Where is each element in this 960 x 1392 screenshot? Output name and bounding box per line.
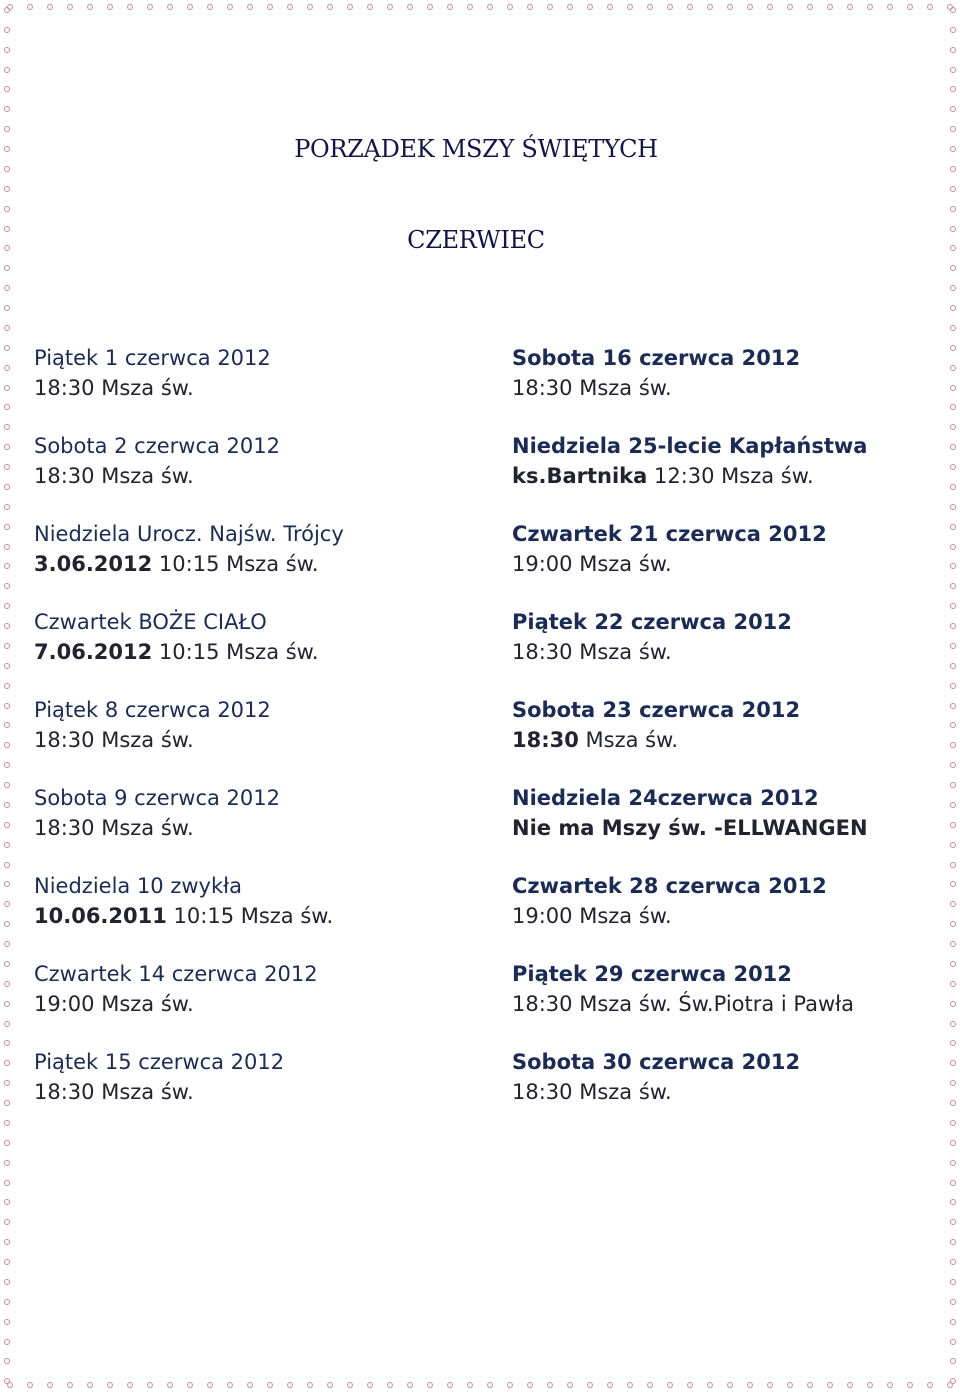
border-ornament-icon <box>687 1382 693 1388</box>
entry-day: Niedziela Urocz. Najśw. Trójcy <box>34 522 344 546</box>
border-ornament-icon <box>4 703 10 709</box>
entry-day: Piątek 1 czerwca 2012 <box>34 346 271 370</box>
entry-day: Piątek 22 czerwca 2012 <box>512 610 792 634</box>
mass-entry <box>512 871 868 959</box>
border-ornament-icon <box>950 881 956 887</box>
border-ornament-icon <box>950 961 956 967</box>
border-ornament-icon <box>4 126 10 132</box>
border-ornament-icon <box>4 663 10 669</box>
border-ornament-icon <box>4 7 10 13</box>
border-ornament-icon <box>167 4 173 10</box>
border-ornament-icon <box>67 1382 73 1388</box>
border-ornament-icon <box>347 4 353 10</box>
schedule-left-column <box>34 343 344 1135</box>
border-ornament-icon <box>4 544 10 550</box>
mass-entry <box>34 1047 344 1135</box>
border-ornament-icon <box>427 1382 433 1388</box>
page-title: PORZĄDEK MSZY ŚWIĘTYCH <box>294 135 658 163</box>
border-ornament-icon <box>807 4 813 10</box>
border-ornament-icon <box>247 1382 253 1388</box>
border-ornament-icon <box>950 782 956 788</box>
border-ornament-icon <box>627 4 633 10</box>
border-ornament-icon <box>950 186 956 192</box>
border-ornament-icon <box>527 1382 533 1388</box>
border-ornament-icon <box>547 1382 553 1388</box>
border-ornament-icon <box>487 4 493 10</box>
border-ornament-icon <box>950 1060 956 1066</box>
border-ornament-icon <box>4 484 10 490</box>
border-ornament-icon <box>4 1080 10 1086</box>
border-ornament-icon <box>950 583 956 589</box>
border-ornament-icon <box>227 4 233 10</box>
border-ornament-icon <box>950 563 956 569</box>
border-ornament-icon <box>287 4 293 10</box>
border-ornament-icon <box>4 862 10 868</box>
border-ornament-icon <box>4 563 10 569</box>
border-ornament-icon <box>767 4 773 10</box>
border-ornament-icon <box>4 742 10 748</box>
border-ornament-icon <box>4 1358 10 1364</box>
border-ornament-icon <box>887 4 893 10</box>
border-ornament-icon <box>4 186 10 192</box>
border-ornament-icon <box>4 583 10 589</box>
border-ornament-icon <box>867 4 873 10</box>
entry-day: Czwartek 14 czerwca 2012 <box>34 962 318 986</box>
border-ornament-icon <box>587 4 593 10</box>
border-ornament-icon <box>4 722 10 728</box>
border-ornament-icon <box>4 67 10 73</box>
page-border-left <box>0 0 14 1392</box>
border-ornament-icon <box>950 683 956 689</box>
entry-time: 18:30 Msza św. <box>34 376 194 400</box>
border-ornament-icon <box>950 1160 956 1166</box>
border-ornament-icon <box>950 67 956 73</box>
border-ornament-icon <box>667 4 673 10</box>
entry-day: Piątek 29 czerwca 2012 <box>512 962 792 986</box>
entry-day: Sobota 9 czerwca 2012 <box>34 786 281 810</box>
mass-entry <box>34 343 344 431</box>
entry-time: 18:30 Msza św. <box>34 464 194 488</box>
border-ornament-icon <box>627 1382 633 1388</box>
border-ornament-icon <box>587 1382 593 1388</box>
border-ornament-icon <box>950 703 956 709</box>
border-ornament-icon <box>467 1382 473 1388</box>
entry-time: 18:30 Msza św. <box>512 728 679 752</box>
border-ornament-icon <box>950 126 956 132</box>
border-ornament-icon <box>4 166 10 172</box>
mass-entry <box>512 783 868 871</box>
border-ornament-icon <box>107 1382 113 1388</box>
mass-entry <box>512 431 868 519</box>
month-heading: CZERWIEC <box>407 226 545 254</box>
border-ornament-icon <box>807 1382 813 1388</box>
border-ornament-icon <box>4 1279 10 1285</box>
border-ornament-icon <box>4 305 10 311</box>
border-ornament-icon <box>950 365 956 371</box>
border-ornament-icon <box>950 305 956 311</box>
page-border-right <box>946 0 960 1392</box>
border-ornament-icon <box>367 4 373 10</box>
border-ornament-icon <box>207 1382 213 1388</box>
entry-day: Sobota 16 czerwca 2012 <box>512 346 801 370</box>
border-ornament-icon <box>4 683 10 689</box>
mass-entry <box>512 343 868 431</box>
border-ornament-icon <box>950 345 956 351</box>
border-ornament-icon <box>950 1180 956 1186</box>
border-ornament-icon <box>507 1382 513 1388</box>
border-ornament-icon <box>407 1382 413 1388</box>
entry-time: 18:30 Msza św. <box>34 1080 194 1104</box>
border-ornament-icon <box>4 86 10 92</box>
mass-entry <box>34 695 344 783</box>
border-ornament-icon <box>4 265 10 271</box>
border-ornament-icon <box>4 822 10 828</box>
border-ornament-icon <box>950 1339 956 1345</box>
mass-entry <box>34 519 344 607</box>
border-ornament-icon <box>4 106 10 112</box>
border-ornament-icon <box>347 1382 353 1388</box>
entry-time: 18:30 Msza św. Św.Piotra i Pawła <box>512 992 855 1016</box>
border-ornament-icon <box>187 4 193 10</box>
border-ornament-icon <box>307 4 313 10</box>
border-ornament-icon <box>950 444 956 450</box>
border-ornament-icon <box>4 1021 10 1027</box>
border-ornament-icon <box>4 365 10 371</box>
mass-entry <box>512 1047 868 1135</box>
border-ornament-icon <box>4 27 10 33</box>
border-ornament-icon <box>427 4 433 10</box>
mass-entry <box>512 607 868 695</box>
border-ornament-icon <box>950 1279 956 1285</box>
entry-time: 19:00 Msza św. <box>512 904 672 928</box>
entry-day: Sobota 30 czerwca 2012 <box>512 1050 801 1074</box>
border-ornament-icon <box>127 4 133 10</box>
border-ornament-icon <box>950 424 956 430</box>
border-ornament-icon <box>127 1382 133 1388</box>
border-ornament-icon <box>547 4 553 10</box>
border-ornament-icon <box>4 901 10 907</box>
entry-time: Nie ma Mszy św. -ELLWANGEN <box>512 816 868 840</box>
mass-entry <box>34 783 344 871</box>
border-ornament-icon <box>4 464 10 470</box>
border-ornament-icon <box>707 4 713 10</box>
border-ornament-icon <box>387 4 393 10</box>
border-ornament-icon <box>4 623 10 629</box>
border-ornament-icon <box>950 1120 956 1126</box>
entry-day: Niedziela 25-lecie Kapłaństwa <box>512 434 868 458</box>
entry-time: 10.06.2011 10:15 Msza św. <box>34 904 334 928</box>
entry-time: 18:30 Msza św. <box>512 640 672 664</box>
border-ornament-icon <box>307 1382 313 1388</box>
border-ornament-icon <box>950 1021 956 1027</box>
border-ornament-icon <box>4 1060 10 1066</box>
border-ornament-icon <box>647 4 653 10</box>
mass-entry <box>512 959 868 1047</box>
border-ornament-icon <box>787 4 793 10</box>
border-ornament-icon <box>4 1299 10 1305</box>
border-ornament-icon <box>907 4 913 10</box>
border-ornament-icon <box>4 206 10 212</box>
border-ornament-icon <box>4 524 10 530</box>
border-ornament-icon <box>227 1382 233 1388</box>
border-ornament-icon <box>4 1180 10 1186</box>
page-border-top <box>0 0 960 14</box>
border-ornament-icon <box>927 1382 933 1388</box>
border-ornament-icon <box>4 345 10 351</box>
border-ornament-icon <box>567 1382 573 1388</box>
entry-time: 19:00 Msza św. <box>512 552 672 576</box>
border-ornament-icon <box>267 1382 273 1388</box>
border-ornament-icon <box>950 1100 956 1106</box>
border-ornament-icon <box>950 404 956 410</box>
border-ornament-icon <box>4 1378 10 1384</box>
border-ornament-icon <box>950 1080 956 1086</box>
border-ornament-icon <box>607 1382 613 1388</box>
entry-time: 18:30 Msza św. <box>512 1080 672 1104</box>
border-ornament-icon <box>4 921 10 927</box>
border-ornament-icon <box>950 1140 956 1146</box>
border-ornament-icon <box>950 762 956 768</box>
border-ornament-icon <box>950 106 956 112</box>
border-ornament-icon <box>950 981 956 987</box>
border-ornament-icon <box>87 4 93 10</box>
border-ornament-icon <box>787 1382 793 1388</box>
border-ornament-icon <box>950 1299 956 1305</box>
border-ornament-icon <box>687 4 693 10</box>
page-border-bottom <box>0 1378 960 1392</box>
border-ornament-icon <box>667 1382 673 1388</box>
border-ornament-icon <box>4 1160 10 1166</box>
mass-entry <box>512 695 868 783</box>
mass-entry <box>34 607 344 695</box>
border-ornament-icon <box>950 1219 956 1225</box>
border-ornament-icon <box>950 822 956 828</box>
border-ornament-icon <box>107 4 113 10</box>
border-ornament-icon <box>867 1382 873 1388</box>
border-ornament-icon <box>950 921 956 927</box>
border-ornament-icon <box>4 1339 10 1345</box>
border-ornament-icon <box>4 941 10 947</box>
border-ornament-icon <box>907 1382 913 1388</box>
border-ornament-icon <box>747 4 753 10</box>
mass-entry <box>34 871 344 959</box>
border-ornament-icon <box>4 981 10 987</box>
border-ornament-icon <box>950 1001 956 1007</box>
border-ornament-icon <box>647 1382 653 1388</box>
entry-day: Niedziela 10 zwykła <box>34 874 242 898</box>
border-ornament-icon <box>950 265 956 271</box>
entry-day: Niedziela 24czerwca 2012 <box>512 786 819 810</box>
border-ornament-icon <box>747 1382 753 1388</box>
border-ornament-icon <box>950 1358 956 1364</box>
border-ornament-icon <box>267 4 273 10</box>
border-ornament-icon <box>827 4 833 10</box>
border-ornament-icon <box>47 1382 53 1388</box>
border-ornament-icon <box>4 444 10 450</box>
border-ornament-icon <box>4 603 10 609</box>
border-ornament-icon <box>4 504 10 510</box>
border-ornament-icon <box>767 1382 773 1388</box>
border-ornament-icon <box>950 166 956 172</box>
entry-time: 7.06.2012 10:15 Msza św. <box>34 640 319 664</box>
border-ornament-icon <box>207 4 213 10</box>
border-ornament-icon <box>4 802 10 808</box>
entry-time: 18:30 Msza św. <box>34 728 194 752</box>
border-ornament-icon <box>827 1382 833 1388</box>
border-ornament-icon <box>950 7 956 13</box>
border-ornament-icon <box>950 1378 956 1384</box>
border-ornament-icon <box>950 47 956 53</box>
border-ornament-icon <box>387 1382 393 1388</box>
border-ornament-icon <box>727 4 733 10</box>
border-ornament-icon <box>4 1219 10 1225</box>
border-ornament-icon <box>4 1319 10 1325</box>
border-ornament-icon <box>950 325 956 331</box>
border-ornament-icon <box>927 4 933 10</box>
border-ornament-icon <box>507 4 513 10</box>
border-ornament-icon <box>950 285 956 291</box>
border-ornament-icon <box>187 1382 193 1388</box>
border-ornament-icon <box>4 424 10 430</box>
border-ornament-icon <box>4 881 10 887</box>
border-ornament-icon <box>367 1382 373 1388</box>
border-ornament-icon <box>147 4 153 10</box>
border-ornament-icon <box>47 4 53 10</box>
border-ornament-icon <box>147 1382 153 1388</box>
border-ornament-icon <box>950 1259 956 1265</box>
border-ornament-icon <box>950 1239 956 1245</box>
border-ornament-icon <box>950 643 956 649</box>
border-ornament-icon <box>950 504 956 510</box>
border-ornament-icon <box>567 4 573 10</box>
border-ornament-icon <box>607 4 613 10</box>
border-ornament-icon <box>67 4 73 10</box>
border-ornament-icon <box>950 385 956 391</box>
border-ornament-icon <box>4 1040 10 1046</box>
border-ornament-icon <box>950 802 956 808</box>
border-ornament-icon <box>950 862 956 868</box>
border-ornament-icon <box>950 901 956 907</box>
border-ornament-icon <box>287 1382 293 1388</box>
mass-entry <box>34 431 344 519</box>
border-ornament-icon <box>950 842 956 848</box>
border-ornament-icon <box>887 1382 893 1388</box>
border-ornament-icon <box>950 603 956 609</box>
entry-day: Czwartek BOŻE CIAŁO <box>34 610 267 634</box>
border-ornament-icon <box>467 4 473 10</box>
border-ornament-icon <box>4 643 10 649</box>
entry-time: 18:30 Msza św. <box>512 376 672 400</box>
border-ornament-icon <box>4 1199 10 1205</box>
border-ornament-icon <box>950 941 956 947</box>
entry-time: ks.Bartnika 12:30 Msza św. <box>512 464 814 488</box>
border-ornament-icon <box>487 1382 493 1388</box>
border-ornament-icon <box>167 1382 173 1388</box>
border-ornament-icon <box>247 4 253 10</box>
border-ornament-icon <box>327 4 333 10</box>
entry-day: Piątek 8 czerwca 2012 <box>34 698 271 722</box>
border-ornament-icon <box>950 1199 956 1205</box>
border-ornament-icon <box>950 86 956 92</box>
border-ornament-icon <box>950 742 956 748</box>
border-ornament-icon <box>727 1382 733 1388</box>
entry-day: Czwartek 21 czerwca 2012 <box>512 522 827 546</box>
border-ornament-icon <box>4 404 10 410</box>
border-ornament-icon <box>87 1382 93 1388</box>
border-ornament-icon <box>950 1040 956 1046</box>
entry-time: 18:30 Msza św. <box>34 816 194 840</box>
border-ornament-icon <box>447 4 453 10</box>
border-ornament-icon <box>4 285 10 291</box>
border-ornament-icon <box>447 1382 453 1388</box>
border-ornament-icon <box>4 1239 10 1245</box>
entry-time: 3.06.2012 10:15 Msza św. <box>34 552 319 576</box>
border-ornament-icon <box>950 663 956 669</box>
mass-entry <box>512 519 868 607</box>
border-ornament-icon <box>327 1382 333 1388</box>
border-ornament-icon <box>950 544 956 550</box>
border-ornament-icon <box>4 1100 10 1106</box>
border-ornament-icon <box>27 1382 33 1388</box>
entry-time: 19:00 Msza św. <box>34 992 194 1016</box>
border-ornament-icon <box>4 325 10 331</box>
border-ornament-icon <box>847 1382 853 1388</box>
border-ornament-icon <box>4 762 10 768</box>
border-ornament-icon <box>950 623 956 629</box>
border-ornament-icon <box>950 206 956 212</box>
schedule-right-column <box>512 343 868 1135</box>
border-ornament-icon <box>527 4 533 10</box>
border-ornament-icon <box>950 27 956 33</box>
border-ornament-icon <box>4 961 10 967</box>
border-ornament-icon <box>950 722 956 728</box>
border-ornament-icon <box>4 782 10 788</box>
border-ornament-icon <box>4 1259 10 1265</box>
entry-day: Sobota 2 czerwca 2012 <box>34 434 281 458</box>
border-ornament-icon <box>4 842 10 848</box>
border-ornament-icon <box>707 1382 713 1388</box>
border-ornament-icon <box>950 464 956 470</box>
border-ornament-icon <box>950 524 956 530</box>
border-ornament-icon <box>4 1120 10 1126</box>
border-ornament-icon <box>950 1319 956 1325</box>
entry-day: Czwartek 28 czerwca 2012 <box>512 874 827 898</box>
mass-entry <box>34 959 344 1047</box>
border-ornament-icon <box>4 1140 10 1146</box>
border-ornament-icon <box>407 4 413 10</box>
border-ornament-icon <box>4 1001 10 1007</box>
border-ornament-icon <box>27 4 33 10</box>
border-ornament-icon <box>847 4 853 10</box>
border-ornament-icon <box>950 484 956 490</box>
border-ornament-icon <box>4 385 10 391</box>
entry-day: Piątek 15 czerwca 2012 <box>34 1050 285 1074</box>
border-ornament-icon <box>4 47 10 53</box>
entry-day: Sobota 23 czerwca 2012 <box>512 698 801 722</box>
